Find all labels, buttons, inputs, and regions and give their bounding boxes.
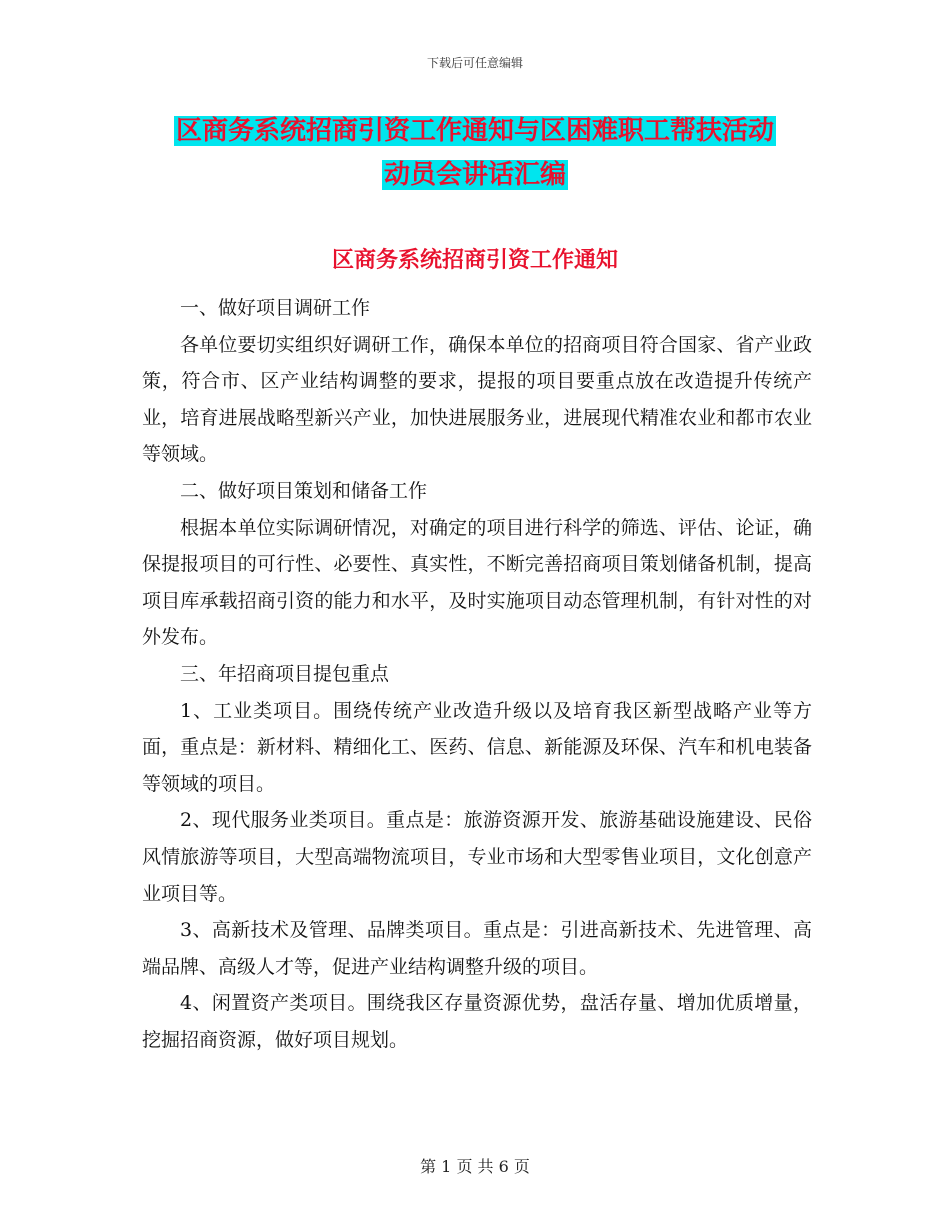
paragraph-2: 根据本单位实际调研情况，对确定的项目进行科学的筛选、评估、论证，确保提报项目的可行性、必要性、真实性，不断完善招商项目策划储备机制，提高项目库承载招商引资的能力和水平，及时实施项目动态管理机制，有针对性的对外发布。	[142, 516, 812, 649]
title-line-2-text: 动员会讲话汇编	[383, 160, 566, 190]
document-body	[142, 290, 812, 1058]
title-line-1-text: 区商务系统招商引资工作通知与区困难职工帮扶活动	[175, 116, 774, 146]
item-3: 3、高新技术及管理、品牌类项目。重点是：引进高新技术、先进管理、高端品牌、高级人才等，促进产业结构调整升级的项目。	[142, 919, 812, 978]
paragraph-1: 各单位要切实组织好调研工作，确保本单位的招商项目符合国家、省产业政策，符合市、区产业结构调整的要求，提报的项目要重点放在改造提升传统产业，培育进展战略型新兴产业，加快进展服务业，进展现代精准农业和都市农业等领域。	[142, 333, 812, 466]
document-title-line-1	[0, 108, 950, 154]
heading-1: 一、做好项目调研工作	[180, 297, 371, 319]
page-footer: 第 1 页 共 6 页	[420, 1157, 530, 1176]
item-2: 2、现代服务业类项目。重点是：旅游资源开发、旅游基础设施建设、民俗风情旅游等项目，大型高端物流项目，专业市场和大型零售业项目，文化创意产业项目等。	[142, 809, 812, 905]
document-title-line-2	[0, 152, 950, 198]
heading-2: 二、做好项目策划和储备工作	[180, 479, 428, 502]
header-note: 下载后可任意编辑	[426, 56, 523, 70]
section-title: 区商务系统招商引资工作通知	[331, 247, 618, 273]
heading-3: 三、年招商项目提包重点	[180, 662, 390, 685]
item-4: 4、闲置资产类项目。围绕我区存量资源优势，盘活存量、增加优质增量，挖掘招商资源，做好项目规划。	[142, 992, 812, 1051]
item-1: 1、工业类项目。围绕传统产业改造升级以及培育我区新型战略产业等方面，重点是：新材料、精细化工、医药、信息、新能源及环保、汽车和机电装备等领域的项目。	[142, 699, 812, 795]
